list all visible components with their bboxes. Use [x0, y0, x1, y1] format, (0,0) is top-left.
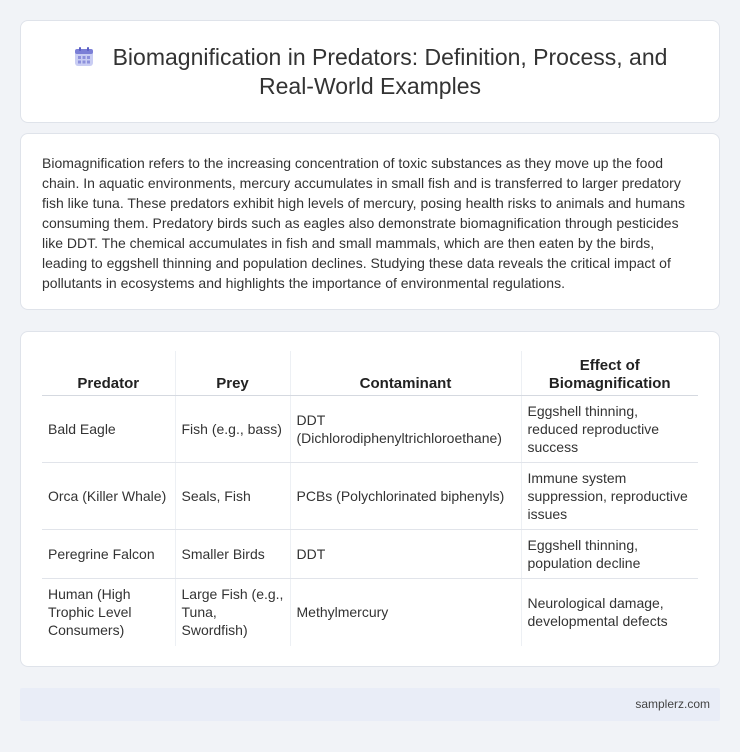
cell-predator: Peregrine Falcon	[42, 529, 175, 578]
header-predator: Predator	[42, 351, 175, 395]
cell-contaminant: PCBs (Polychlorinated biphenyls)	[290, 462, 521, 529]
table-header-row	[42, 351, 698, 395]
cell-prey: Fish (e.g., bass)	[175, 395, 290, 462]
cell-contaminant: DDT (Dichlorodiphenyltrichloroethane)	[290, 395, 521, 462]
table-card	[20, 331, 720, 667]
cell-prey: Smaller Birds	[175, 529, 290, 578]
cell-effect: Immune system suppression, reproductive issues	[521, 462, 698, 529]
cell-effect: Eggshell thinning, reduced reproductive success	[521, 395, 698, 462]
cell-prey: Seals, Fish	[175, 462, 290, 529]
cell-predator: Orca (Killer Whale)	[42, 462, 175, 529]
page-title: Biomagnification in Predators: Definition, Process, and Real-World Examples	[112, 44, 668, 99]
footer	[20, 688, 720, 721]
page-title-wrap	[21, 43, 719, 101]
calendar-icon	[73, 46, 95, 68]
footer-site-link[interactable]: samplerz.com	[635, 697, 710, 711]
header-contaminant: Contaminant	[290, 351, 521, 395]
cell-predator: Bald Eagle	[42, 395, 175, 462]
table-row	[42, 462, 698, 529]
cell-effect: Neurological damage, developmental defects	[521, 578, 698, 646]
cell-effect: Eggshell thinning, population decline	[521, 529, 698, 578]
title-card	[20, 20, 720, 123]
cell-contaminant: Methylmercury	[290, 578, 521, 646]
header-effect: Effect of Biomagnification	[521, 351, 698, 395]
table-row	[42, 529, 698, 578]
cell-predator: Human (High Trophic Level Consumers)	[48, 586, 132, 639]
header-prey: Prey	[175, 351, 290, 395]
table-row	[42, 578, 698, 646]
cell-contaminant: DDT	[290, 529, 521, 578]
cell-prey: Large Fish (e.g., Tuna, Swordfish)	[175, 578, 290, 646]
table-row	[42, 395, 698, 462]
biomagnification-table	[42, 351, 698, 646]
intro-card	[20, 133, 720, 310]
intro-paragraph: Biomagnification refers to the increasing concentration of toxic substances as they move up the food chain. In aquatic environments, mercury accumulates in small fish and is transferred to larger predatory fish like tuna. These predators exhibit high levels of mercury, posing health risks to animals and humans consuming them. Predatory birds such as eagles also demonstrate biomagnification through pesticides like DDT. The chemical accumulates in fish and small mammals, which are then eaten by the birds, leading to eggshell thinning and population declines. Studying these data reveals the critical impact of pollutants in ecosystems and highlights the importance of environmental regulations.	[42, 155, 686, 291]
